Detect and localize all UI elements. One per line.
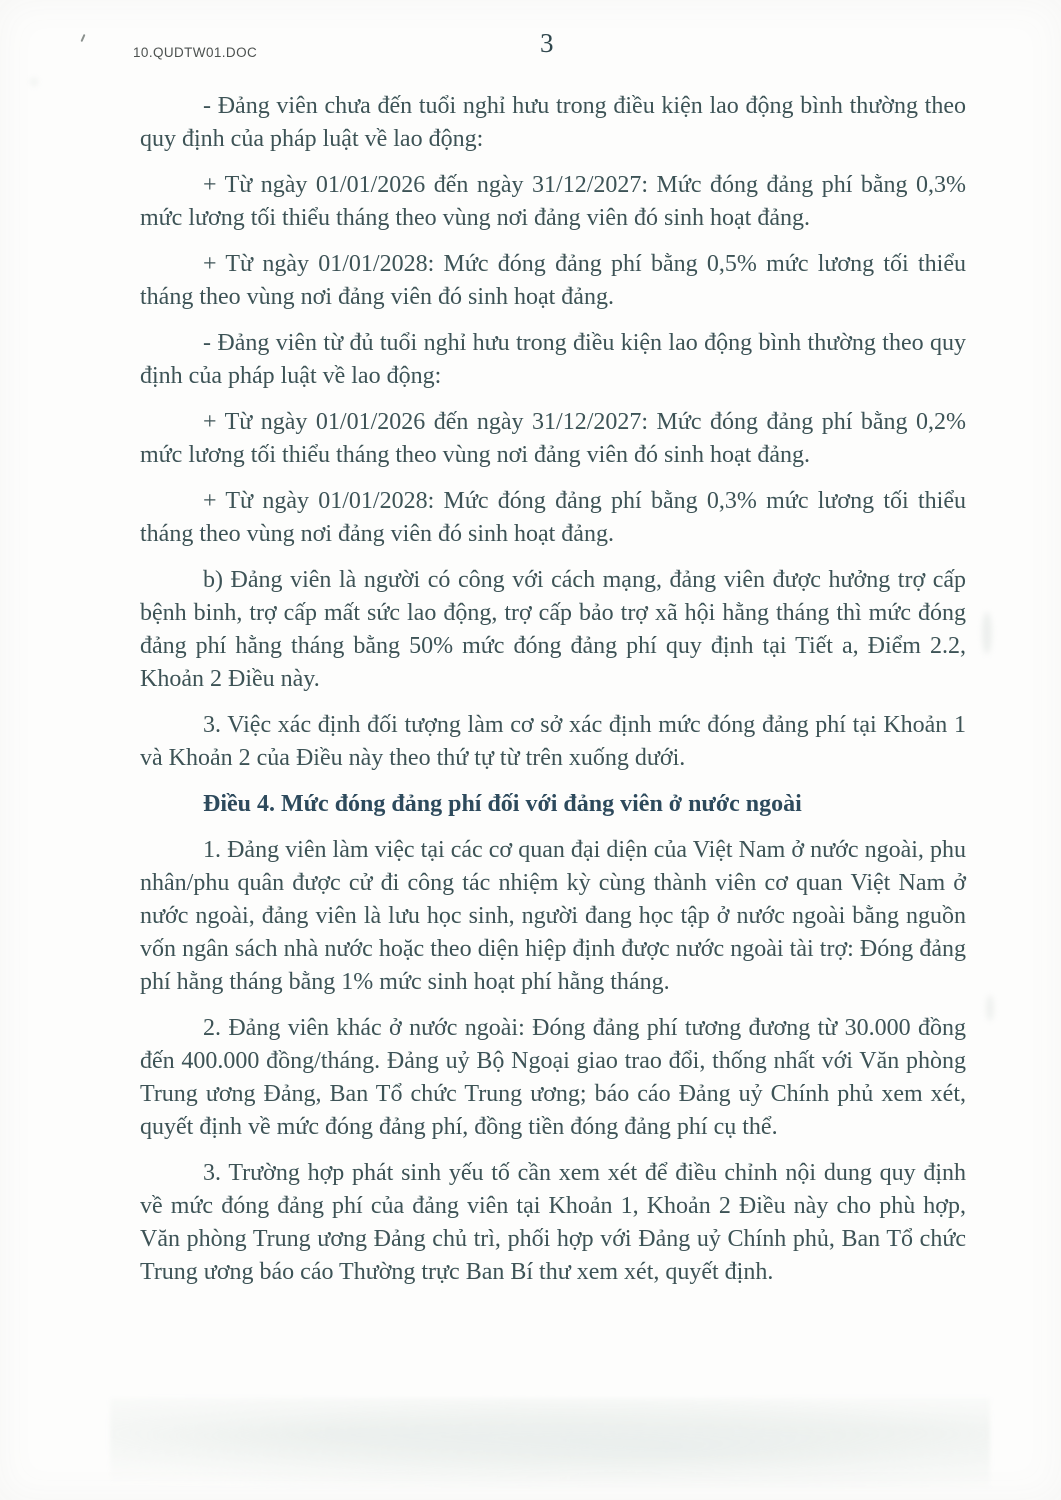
paragraph: - Đảng viên từ đủ tuổi nghỉ hưu trong điều kiện lao động bình thường theo quy định của pháp luật về lao động: xyxy=(140,330,966,389)
paragraph: 1. Đảng viên làm việc tại các cơ quan đại diện của Việt Nam ở nước ngoài, phu nhân/phu quân được cử đi công tác nhiệm kỳ cùng thành viên cơ quan Việt Nam ở nước ngoài, đảng viên là lưu học sinh, người đang học tập ở nước ngoài bằng nguồn vốn ngân sách nhà nước hoặc theo diện hiệp định được nước ngoài tài trợ: Đóng đảng phí hằng tháng bằng 1% mức sinh hoạt phí hằng tháng. xyxy=(140,837,966,995)
document-body xyxy=(140,90,966,1302)
scan-artifact-bleedthrough xyxy=(110,1398,990,1488)
scan-artifact-smudge xyxy=(982,612,992,654)
paragraph: + Từ ngày 01/01/2026 đến ngày 31/12/2027: Mức đóng đảng phí bằng 0,2% mức lương tối thiểu tháng theo vùng nơi đảng viên đó sinh hoạt đảng. xyxy=(140,409,966,468)
section-heading: Điều 4. Mức đóng đảng phí đối với đảng viên ở nước ngoài xyxy=(203,791,802,817)
scan-artifact-smudge xyxy=(30,78,38,86)
paragraph: + Từ ngày 01/01/2028: Mức đóng đảng phí bằng 0,3% mức lương tối thiểu tháng theo vùng nơi đảng viên đó sinh hoạt đảng. xyxy=(140,488,966,547)
page-number: 3 xyxy=(540,28,554,58)
paragraph: b) Đảng viên là người có công với cách mạng, đảng viên được hưởng trợ cấp bệnh binh, trợ cấp mất sức lao động, trợ cấp bảo trợ xã hội hằng tháng thì mức đóng đảng phí hằng tháng bằng 50% mức đóng đảng phí quy định tại Tiết a, Điểm 2.2, Khoản 2 Điều này. xyxy=(140,567,966,692)
scan-artifact-smudge xyxy=(986,995,994,1021)
paragraph: + Từ ngày 01/01/2028: Mức đóng đảng phí bằng 0,5% mức lương tối thiểu tháng theo vùng nơi đảng viên đó sinh hoạt đảng. xyxy=(140,251,966,310)
paragraph: 3. Trường hợp phát sinh yếu tố cần xem xét để điều chỉnh nội dung quy định về mức đóng đảng phí của đảng viên tại Khoản 1, Khoản 2 Điều này cho phù hợp, Văn phòng Trung ương Đảng chủ trì, phối hợp với Đảng uỷ Chính phủ, Ban Tổ chức Trung ương báo cáo Thường trực Ban Bí thư xem xét, quyết định. xyxy=(140,1160,966,1285)
paragraph: + Từ ngày 01/01/2026 đến ngày 31/12/2027: Mức đóng đảng phí bằng 0,3% mức lương tối thiểu tháng theo vùng nơi đảng viên đó sinh hoạt đảng. xyxy=(140,172,966,231)
paragraph: - Đảng viên chưa đến tuổi nghỉ hưu trong điều kiện lao động bình thường theo quy định của pháp luật về lao động: xyxy=(140,93,966,152)
paragraph: 3. Việc xác định đối tượng làm cơ sở xác định mức đóng đảng phí tại Khoản 1 và Khoản 2 của Điều này theo thứ tự từ trên xuống dưới. xyxy=(140,712,966,771)
scan-artifact-tick xyxy=(80,34,85,42)
document-filename: 10.QUDTW01.DOC xyxy=(133,45,258,60)
paragraph: 2. Đảng viên khác ở nước ngoài: Đóng đảng phí tương đương từ 30.000 đồng đến 400.000 đồng/tháng. Đảng uỷ Bộ Ngoại giao trao đổi, thống nhất với Văn phòng Trung ương Đảng, Ban Tổ chức Trung ương; báo cáo Đảng uỷ Chính phủ xem xét, quyết định về mức đóng đảng phí, đồng tiền đóng đảng phí cụ thể. xyxy=(140,1015,966,1140)
